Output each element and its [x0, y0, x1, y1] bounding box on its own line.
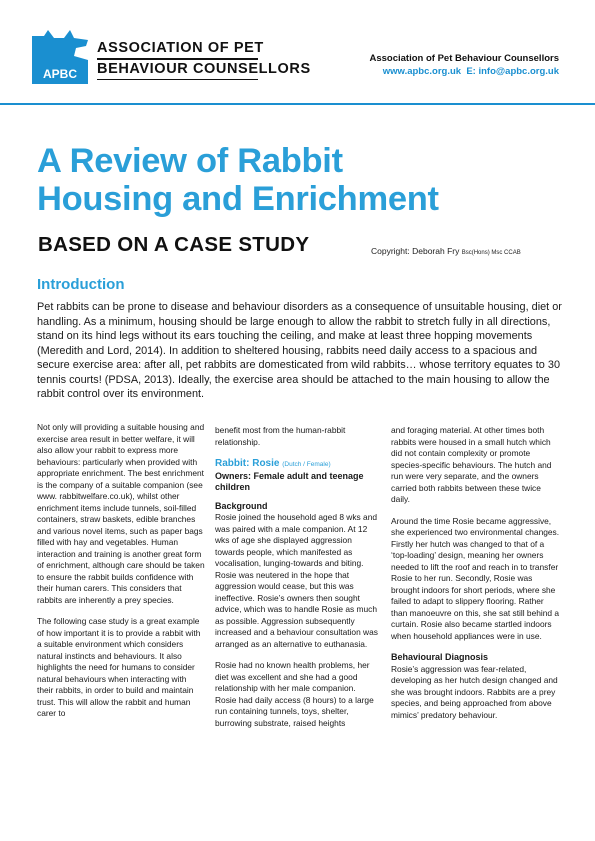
apbc-logo: [30, 28, 90, 84]
col2-paragraph-3: Rosie had no known health problems, her diet was excellent and she had a good relationship with her male companion. Rosie had daily access (8 hours) to a large run containing tunnels, toys, shelter, burrowing substrate, raised heights: [215, 660, 374, 728]
col3-paragraph-1: and foraging material. At other times both rabbits were housed in a small hutch which did not contain complexity or promote species-specific behaviours. The hutch and run were very separate, and the owners carried both rabbits between these twice daily.: [391, 425, 552, 504]
rabbit-name: Rabbit: Rosie: [215, 458, 280, 469]
intro-paragraph: Pet rabbits can be prone to disease and behaviour disorders as a consequence of unsuitable housing, diet or handling. As a minimum, housing should be large enough to allow the rabbit to stretch fully in all directions, stand on its hind legs without its ears touching the ceiling, and make at least three hopping movements (Meredith and Lord, 2014). In addition to sheltered housing, rabbits need daily access to a spacious and secure exercise area: after all, pet rabbits are domesticated from wild rabbits… whose territory equates to 30 tennis courts! (PDSA, 2013). Ideally, the exercise area should be attached to the main housing to allow the rabbit control over its environment.: [37, 301, 562, 400]
org-name-line1: ASSOCIATION OF PET: [97, 40, 264, 56]
column-2: [215, 425, 379, 739]
title-line1: A Review of Rabbit: [37, 142, 343, 180]
col3-paragraph-3: Rosie’s aggression was fear-related, developing as her hutch design changed and she was brought indoors. Rabbits are a prey species, and being approached from above mimics’ predatory behaviour.: [391, 663, 558, 720]
page-header: [0, 0, 595, 100]
rabbit-detail: (Dutch / Female): [282, 461, 331, 468]
diagnosis-heading: Behavioural Diagnosis: [391, 652, 489, 662]
author-credentials: Bsc(Hons) Msc CCAB: [461, 250, 521, 256]
col3-paragraph-2: Around the time Rosie became aggressive, she experienced two environmental changes. Firstly her hutch was changed to that of a ‘top-loading’ design, meaning her owners needed to lift the roof and reach in to transfer Rosie to her run. Secondly, Rosie was brought indoors for short periods, where she failed to adapt to slippery flooring. Rather than manoeuvre on this, she sat still behind a curtain. Rosie also became startled indoors when household appliances were in use.: [391, 515, 560, 641]
column-1: [37, 422, 205, 730]
email-label: E:: [466, 65, 476, 77]
intro-heading: Introduction: [37, 276, 125, 293]
org-name-line2: BEHAVIOUR COUNSELLORS: [97, 60, 311, 77]
background-heading: Background: [215, 500, 268, 511]
svg-text:APBC: APBC: [42, 67, 78, 81]
contact-block: [369, 53, 559, 78]
header-divider: [0, 103, 595, 105]
col1-paragraph-1: Not only will providing a suitable housing and exercise area result in better welfare, it will also allow your rabbit to express more behaviours: particularly when provided with appropriate enrichment. The best enrichment is the company of a suitable companion (see www. rabbitwelfare.co.uk), whilst other enrichment items include tunnels, soil-filled containers, straw baskets, edible branches and various novel items, such as paper bags filled with hay and vegetables. Human interaction and training is another great form of enrichment, although care should be taken to ensure the rabbit builds confidence with their human carers. This considers that rabbits are inherently a prey species.: [37, 422, 205, 605]
rabbit-heading: [215, 458, 379, 471]
col2-paragraph-1: benefit most from the human-rabbit relationship.: [215, 425, 346, 447]
subtitle: BASED ON A CASE STUDY: [38, 233, 310, 256]
title-line2: Housing and Enrichment: [37, 180, 439, 218]
website-link[interactable]: www.apbc.org.uk: [382, 65, 462, 77]
copyright-text: Copyright: Deborah Fry: [371, 246, 460, 256]
owners-line: Owners: Female adult and teenage children: [215, 470, 364, 492]
page-title: [37, 142, 439, 218]
column-3: [391, 425, 561, 731]
col1-paragraph-2: The following case study is a great example of how important it is to provide a rabbit with a suitable environment which considers natural instincts and behaviours. It also highlights the need for humans to consider natural behaviours when interacting with their rabbits, in order to build and maintain trust. This will allow the rabbit and human carer to: [37, 616, 201, 718]
copyright: [371, 246, 521, 256]
org-name: [97, 40, 311, 81]
email-link[interactable]: info@apbc.org.uk: [478, 65, 559, 77]
col2-paragraph-2: Rosie joined the household aged 8 wks and was paired with a male companion. At 12 wks of age she displayed aggression towards people, which manifested as vocalisation, lunging-towards and biting. Rosie was neutered in the hope that aggression would cease, but this was ineffective. Rosie’s owners then sought advice, which was to handle Rosie as much as possible. Aggression subsequently increased and a behaviour consultation was arranged as an alternative to euthanasia.: [215, 512, 378, 649]
contact-title: Association of Pet Behaviour Counsellors: [369, 53, 559, 64]
